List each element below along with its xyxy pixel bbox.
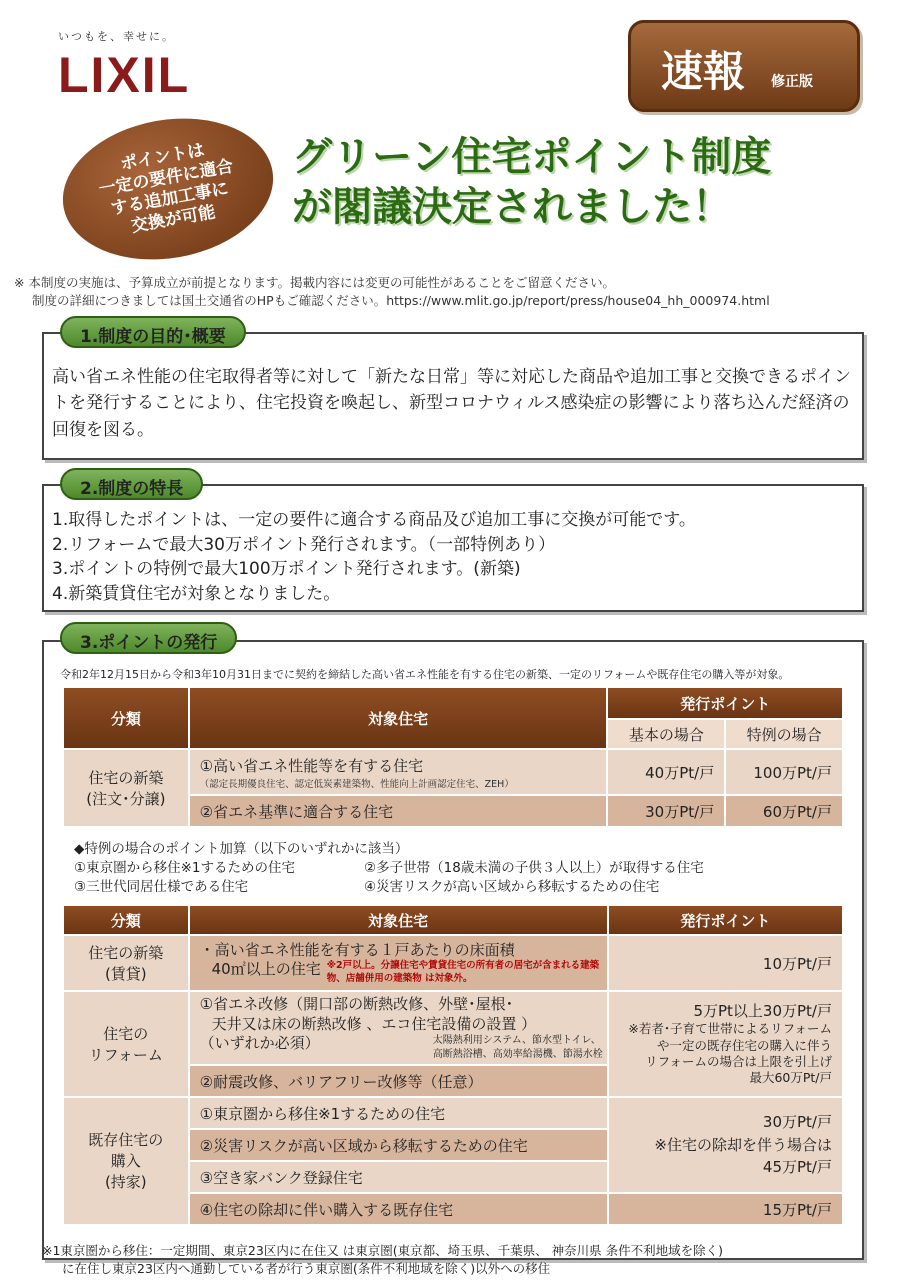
section3-title: 3.ポイントの発行 <box>60 622 237 654</box>
reform-points <box>608 991 843 1097</box>
special-heading: ◆特例の場合のポイント加算（以下のいずれかに該当） <box>74 841 409 857</box>
section1-title: 1.制度の目的･概要 <box>60 316 246 348</box>
points-special-2: 60万Pt/戸 <box>725 795 843 827</box>
category-rental: 住宅の新築 (賃貸) <box>63 935 189 991</box>
table-row <box>189 749 608 795</box>
notes <box>14 274 894 310</box>
header-basic: 基本の場合 <box>607 719 725 749</box>
existing-points-1: 30万Pt/戸 <box>762 1113 832 1132</box>
reform-equipment <box>433 1034 607 1061</box>
existing-target-2: ②災害リスクが高い区域から移転するための住宅 <box>189 1129 608 1161</box>
note-line1: ※ 本制度の実施は、予算成立が前提となります。掲載内容には変更の可能性があることをご留意ください。 <box>14 275 615 290</box>
reform-equipment-1: 太陽熱利用システム、節水型トイレ、 <box>432 1035 601 1046</box>
list-item: 3.ポイントの特例で最大100万ポイント発行されます。(新築) <box>52 559 521 580</box>
list-item: 4.新築賃貸住宅が対象となりました。 <box>52 583 341 604</box>
rental-target-2: 40㎡以上の住宅 <box>211 960 321 979</box>
footnote-line1: ※1東京圏から移住：一定期間、東京23区内に在住又 は東京圏(東京都、埼玉県、千葉県、 神奈川県 条件不利地域を除く) <box>42 1243 724 1258</box>
reform-points-range: 5万Pt以上30万Pt/戸 <box>693 1001 832 1020</box>
existing-target-1: ①東京圏から移住※1するための住宅 <box>189 1097 608 1129</box>
reform-points-note-1: ※若者･子育て世帯によるリフォーム <box>628 1021 832 1037</box>
footnote-line2: に在住し東京23区内へ通勤している者が行う東京圏(条件不利地域を除く)以外への移住 <box>62 1260 551 1276</box>
table-row <box>189 991 608 1065</box>
header-special: 特例の場合 <box>725 719 843 749</box>
header-target: 対象住宅 <box>189 905 608 935</box>
callout-text: ポイントは 一定の要件に適合 する追加工事に 交換が可能 <box>97 139 235 238</box>
reform-equipment-2: 高断熱浴槽、高効率給湯機、節湯水栓 <box>432 1048 603 1060</box>
flash-report-badge <box>628 20 860 112</box>
existing-target-4: ④住宅の除却に伴い購入する既存住宅 <box>189 1193 608 1225</box>
category-new-build: 住宅の新築 (注文･分譲) <box>63 749 189 827</box>
headline-line1: グリーン住宅ポイント制度 <box>292 134 772 180</box>
section2-title: 2.制度の特長 <box>60 468 203 500</box>
reform-target-1c: （いずれか必須） <box>199 1034 320 1052</box>
note-line2: 制度の詳細につきましては国土交通省のHPもご確認ください。https://www.mlit.go.jp/report/press/house04_hh_000974.html <box>32 293 770 309</box>
brand <box>58 28 258 103</box>
existing-target-3: ③空き家バンク登録住宅 <box>189 1161 608 1193</box>
list-item: 2.リフォームで最大30万ポイント発行されます。（一部特例あり） <box>52 534 556 555</box>
eligibility-condition: 令和2年12月15日から令和3年10月31日までに契約を締結した高い省エネ性能を有する住宅の新築、一定のリフォームや既存住宅の購入等が対象。 <box>60 668 790 681</box>
point-callout <box>52 103 285 276</box>
rental-points: 10万Pt/戸 <box>608 935 843 991</box>
badge-sub-text: 修正版 <box>771 74 813 90</box>
category-existing: 既存住宅の 購入 (持家) <box>63 1097 189 1225</box>
reform-target-1a: ①省エネ改修（開口部の断熱改修、外壁･屋根･ <box>199 995 514 1013</box>
reform-points-note-3: リフォームの場合は上限を引上げ <box>645 1053 832 1069</box>
rental-note: ※2戸以上。分譲住宅や賃貸住宅の所有者の居宅が含まれる建築物、店舗併用の建築物 は対象外。 <box>326 960 600 984</box>
special-cases <box>74 840 704 897</box>
existing-points-2: 45万Pt/戸 <box>762 1158 832 1177</box>
special-case-3: ③三世代同居仕様である住宅 <box>74 879 249 896</box>
badge-main-text: 速報 <box>661 47 746 96</box>
section1 <box>42 332 864 460</box>
header-category: 分類 <box>63 905 189 935</box>
points-table-new-build <box>62 686 844 828</box>
section2 <box>42 484 864 612</box>
reform-target-1b: 天井又は床の断熱改修 、エコ住宅設備の設置 ） <box>211 1014 537 1033</box>
headline <box>292 132 892 232</box>
special-case-4: ④災害リスクが高い区域から移転するための住宅 <box>364 879 660 896</box>
lixil-logo: LIXIL <box>58 47 191 103</box>
target-high-efficiency-sub: （認定長期優良住宅、認定低炭素建築物、性能向上計画認定住宅、ZEH） <box>199 778 514 790</box>
header-points: 発行ポイント <box>608 905 843 935</box>
section3 <box>42 640 864 1260</box>
points-basic-2: 30万Pt/戸 <box>607 795 725 827</box>
tagline: いつもを、幸せに。 <box>58 30 175 43</box>
existing-points-3: 15万Pt/戸 <box>608 1193 843 1225</box>
target-high-efficiency: ①高い省エネ性能等を有する住宅 <box>199 756 424 775</box>
headline-line2: が閣議決定されました！ <box>292 184 732 230</box>
header-target: 対象住宅 <box>189 687 608 749</box>
rental-target-1: ・高い省エネ性能を有する１戸あたりの床面積 <box>199 940 515 959</box>
category-reform: 住宅の リフォーム <box>63 991 189 1097</box>
existing-points-note: ※住宅の除却を伴う場合は <box>654 1135 832 1154</box>
special-case-1: ①東京圏から移住※1するための住宅 <box>74 860 296 877</box>
points-basic-1: 40万Pt/戸 <box>607 749 725 795</box>
header-category: 分類 <box>63 687 189 749</box>
points-table-others <box>62 904 844 1226</box>
target-standard: ②省エネ基準に適合する住宅 <box>189 795 608 827</box>
header-points: 発行ポイント <box>607 687 843 719</box>
list-item: 1.取得したポイントは、一定の要件に適合する商品及び追加工事に交換が可能です。 <box>52 510 696 530</box>
reform-points-note-2: や一定の既存住宅の購入に伴う <box>656 1037 832 1053</box>
section1-text: 高い省エネ性能の住宅取得者等に対して「新たな日常」等に対応した商品や追加工事と交換できるポイントを発行することにより、住宅投資を喚起し、新型コロナウィルス感染症の影響により落ち込んだ経済の回復を図る。 <box>52 367 851 440</box>
special-case-2: ②多子世帯（18歳未満の子供３人以上）が取得する住宅 <box>364 860 704 877</box>
points-special-1: 100万Pt/戸 <box>725 749 843 795</box>
reform-target-2: ②耐震改修、バリアフリー改修等（任意） <box>189 1065 608 1097</box>
footnote <box>42 1242 892 1277</box>
feature-list <box>52 508 696 607</box>
reform-points-max: 最大60万Pt/戸 <box>749 1070 832 1085</box>
existing-points <box>608 1097 843 1193</box>
table-row <box>189 935 608 991</box>
